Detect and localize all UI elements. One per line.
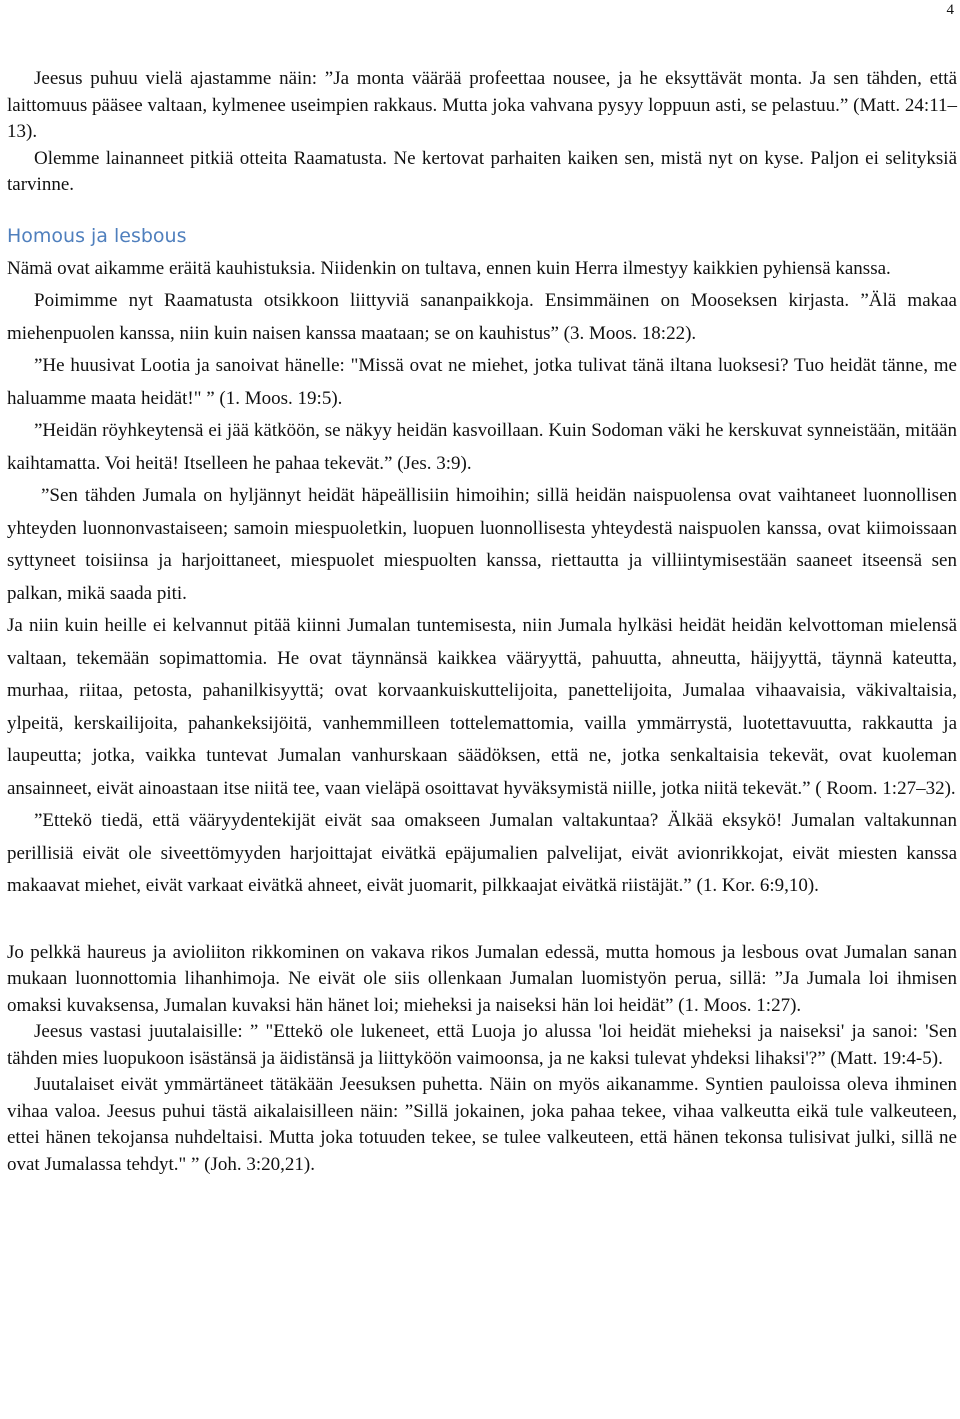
- paragraph: Jo pelkkä haureus ja avioliiton rikkominen on vakava rikos Jumalan edessä, mutta homous ja lesbous ovat Jumalan sanan mukaan luonnottomia lihanhimoja. Ne eivät ole siis ollenkaan Jumalan luomistyön perua, sillä: ”Ja Jumala loi ihmisen omaksi kuvaksensa, Jumalan kuvaksi hän hänet loi; mieheksi ja naiseksi hän loi heidät” (1. Moos. 1:27).: [7, 941, 957, 1016]
- paragraph: Olemme lainanneet pitkiä otteita Raamatusta. Ne kertovat parhaiten kaiken sen, mistä nyt on kyse. Paljon ei selityksiä tarvinne.: [7, 147, 957, 195]
- document-body: [7, 66, 957, 1178]
- paragraph: Ja niin kuin heille ei kelvannut pitää kiinni Jumalan tuntemisesta, niin Jumala hylkäsi heidät heidän kelvottoman mielensä valtaan, tekemään sopimattomia. He ovat täynnänsä kaikkea vääryyttä, pahuutta, ahneutta, häijyyttä, täynnä kateutta, murhaa, riitaa, petosta, pahanilkisyyttä; ovat korvaankuiskuttelijoita, panettelijoita, Jumalaa vihaavaisia, väkivaltaisia, ylpeitä, kerskailijoita, pahankeksijöitä, vanhemmilleen tottelemattomia, vailla ymmärrystä, luotettavuutta, rakkautta ja laupeutta; jotka, vaikka tuntevat Jumalan vanhurskaan säädöksen, että ne, jotka senkaltaisia tekevät, ovat kuoleman ansainneet, eivät ainoastaan itse niitä tee, vaan vieläpä osoittavat hyväksymistä niille, jotka niitä tekevät.” ( Room. 1:27–32).: [7, 615, 957, 799]
- paragraph: Jeesus puhuu vielä ajastamme näin: ”Ja monta väärää profeettaa nousee, ja he eksyttävät monta. Ja sen tähden, että laittomuus pääsee valtaan, kylmenee useimpien rakkaus. Mutta joka vahvana pysyy loppuun asti, se pelastuu.” (Matt. 24:11–13).: [7, 68, 957, 142]
- paragraph: Poimimme nyt Raamatusta otsikkoon liittyviä sananpaikkoja. Ensimmäinen on Mooseksen kirjasta. ”Älä makaa miehenpuolen kanssa, niin kuin naisen kanssa maataan; se on kauhistus” (3. Moos. 18:22).: [7, 290, 957, 344]
- paragraph: ”Heidän röyhkeytensä ei jää kätköön, se näkyy heidän kasvoillaan. Kuin Sodoman väki he kerskuvat synneistään, mitään kaihtamatta. Voi heitä! Itselleen he pahaa tekevät.” (Jes. 3:9).: [7, 420, 957, 474]
- section-spacer: [7, 903, 957, 940]
- paragraph: ”Ettekö tiedä, että vääryydentekijät eivät saa omakseen Jumalan valtakuntaa? Älkää eksykö! Jumalan valtakunnan perillisiä eivät ole siveettömyyden harjoittajat eivätkä epäjumalien palvelijat, eivät avionrikkojat, eivät miesten kanssa makaavat miehet, eivät varkaat eivätkä ahneet, eivät juomarit, pilkkaajat eivätkä riistäjät.” (1. Kor. 6:9,10).: [7, 810, 957, 896]
- section-heading: Homous ja lesbous: [7, 224, 187, 247]
- page-number: 4: [946, 2, 954, 18]
- paragraph: Jeesus vastasi juutalaisille: ” "Ettekö ole lukeneet, että Luoja jo alussa 'loi heidät mieheksi ja naiseksi' ja sanoi: 'Sen tähden mies luopukoon isästänsä ja äidistänsä ja liittyköön vaimoonsa, ja ne kaksi tulevat yhdeksi lihaksi'?” (Matt. 19:4-5).: [7, 1021, 957, 1069]
- paragraph: Juutalaiset eivät ymmärtäneet tätäkään Jeesuksen puhetta. Näin on myös aikanamme. Syntien pauloissa oleva ihminen vihaa valoa. Jeesus puhui tästä aikalaisilleen näin: ”Sillä jokainen, joka pahaa tekee, vihaa valkeutta eikä tule valkeuteen, ettei hänen tekojansa nuhdeltaisi. Mutta joka totuuden tekee, se tulee valkeuteen, että hänen tekonsa tulisivat julki, sillä ne ovat Jumalassa tehdyt." ” (Joh. 3:20,21).: [7, 1074, 957, 1175]
- paragraph: Nämä ovat aikamme eräitä kauhistuksia. Niidenkin on tultava, ennen kuin Herra ilmestyy kaikkien pyhiensä kanssa.: [7, 257, 891, 279]
- paragraph: ”He huusivat Lootia ja sanoivat hänelle: "Missä ovat ne miehet, jotka tulivat tänä iltana luoksesi? Tuo heidät tänne, me haluamme maata heidät!" ” (1. Moos. 19:5).: [7, 355, 957, 409]
- paragraph: ”Sen tähden Jumala on hyljännyt heidät häpeällisiin himoihin; sillä heidän naispuolensa ovat vaihtaneet luonnollisen yhteyden luonnonvastaiseen; samoin miespuoletkin, luopuen luonnollisesta yhteydestä naispuolen kanssa, ovat kiimoissaan syttyneet toisiinsa ja harjoittaneet, miespuolet miespuolten kanssa, riettautta ja villiintymisestään saaneet itseensä sen palkan, mikä saada piti.: [7, 485, 957, 604]
